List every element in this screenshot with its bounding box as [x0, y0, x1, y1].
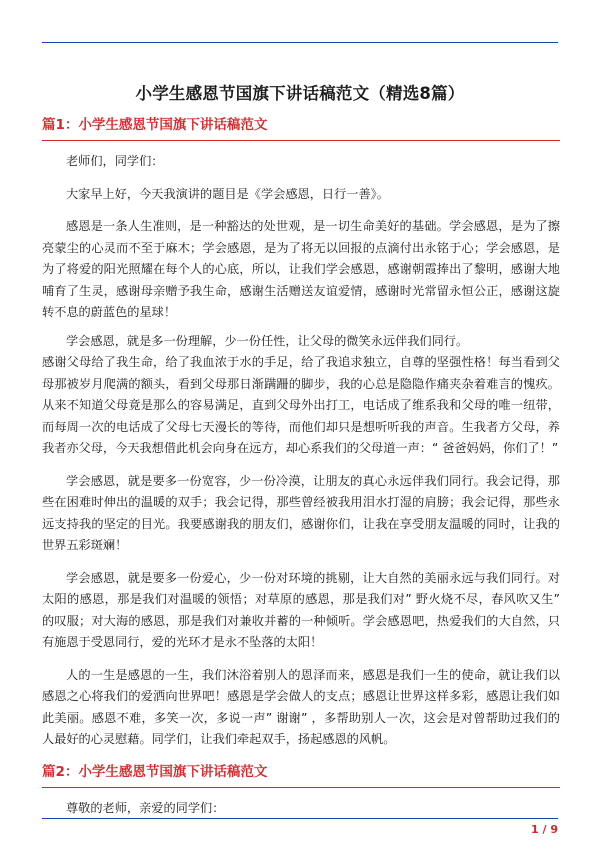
- paragraph: 学会感恩，就是要多一份宽容，少一份冷漠，让朋友的真心永远伴我们同行。我会记得，那些在困难时伸出的温暖的双手；我会记得，那些曾经被我用泪水打湿的肩膀；我会记得，那些永远支持我的坚定的目光。我要感谢我的朋友们，感谢你们，让我在享受朋友温暖的同时，让我的世界五彩斑斓！: [42, 473, 560, 552]
- paragraph: 感谢父母给了我生命，给了我血浓于水的手足，给了我追求独立，自尊的坚强性格！每当看到父母那被岁月爬满的额头，看到父母那日渐蹒跚的脚步，我的心总是隐隐作痛夹杂着难言的愧疚。从来不知道父母竟是那么的容易满足，直到父母外出打工，电话成了维系我和父母的唯一纽带，而每周一次的电话成了父母七天漫长的等待，而他们却只是想听听我的声音。生我者方父母，养我者亦父母，今天我想借此机会向身在远方，却心系我们的父母道一声：“ 爸爸妈妈，你们了！”: [42, 355, 560, 455]
- paragraph: 大家早上好，今天我演讲的题目是《学会感恩，日行一善》。: [66, 186, 389, 201]
- header-rule: [42, 42, 558, 43]
- footer-rule: [42, 818, 558, 819]
- document-title: 小学生感恩节国旗下讲话稿范文（精选8篇）: [135, 84, 465, 103]
- section-1-heading: 篇1：小学生感恩节国旗下讲话稿范文: [42, 116, 560, 141]
- section-1-greeting: 老师们，同学们：: [66, 154, 164, 168]
- paragraph: 学会感恩，就是要多一份爱心，少一份对环境的挑剔，让大自然的美丽永远与我们同行。对太阳的感恩，那是我们对温暖的领悟；对草原的感恩，那是我们对” 野火烧不尽，春风吹又生” 的叹服；对大海的感恩，那是我们对兼收并蓄的一种倾听。学会感恩吧，热爱我们的大自然，只有施恩于受恩同行，爱的光环才是永不坠落的太阳！: [42, 570, 560, 649]
- section-2-heading: 篇2：小学生感恩节国旗下讲话稿范文: [42, 763, 560, 788]
- section-2-greeting: 尊敬的老师，亲爱的同学们：: [66, 800, 225, 815]
- document-body: [42, 116, 560, 819]
- paragraph: 人的一生是感恩的一生，我们沐浴着别人的恩泽而来，感恩是我们一生的使命，就让我们以感恩之心将我们的爱洒向世界吧！感恩是学会做人的支点；感恩让世界这样多彩，感恩让我们如此美丽。感恩不难，多笑一次，多说一声” 谢谢” ，多帮助别人一次，这会是对曾帮助过我们的人最好的心灵慰藉。同学们，让我们牵起双手，扬起感恩的风帆。: [42, 667, 560, 746]
- page-indicator: 1 / 9: [531, 823, 558, 836]
- paragraph: 感恩是一条人生准则，是一种豁达的处世观，是一切生命美好的基础。学会感恩，是为了擦亮蒙尘的心灵而不至于麻木；学会感恩，是为了将无以回报的点滴付出永铭于心；学会感恩，是为了将爱的阳光照耀在每个人的心底，所以，让我们学会感恩，感谢朝霞捧出了黎明，感谢大地哺育了生灵，感谢母亲赠予我生命，感谢生活赠送友谊爱情，感谢时光常留永恒公正，感谢这旋转不息的蔚蓝色的星球！: [42, 219, 560, 319]
- paragraph: 学会感恩，就是多一份理解，少一份任性，让父母的微笑永远伴我们同行。: [66, 333, 469, 348]
